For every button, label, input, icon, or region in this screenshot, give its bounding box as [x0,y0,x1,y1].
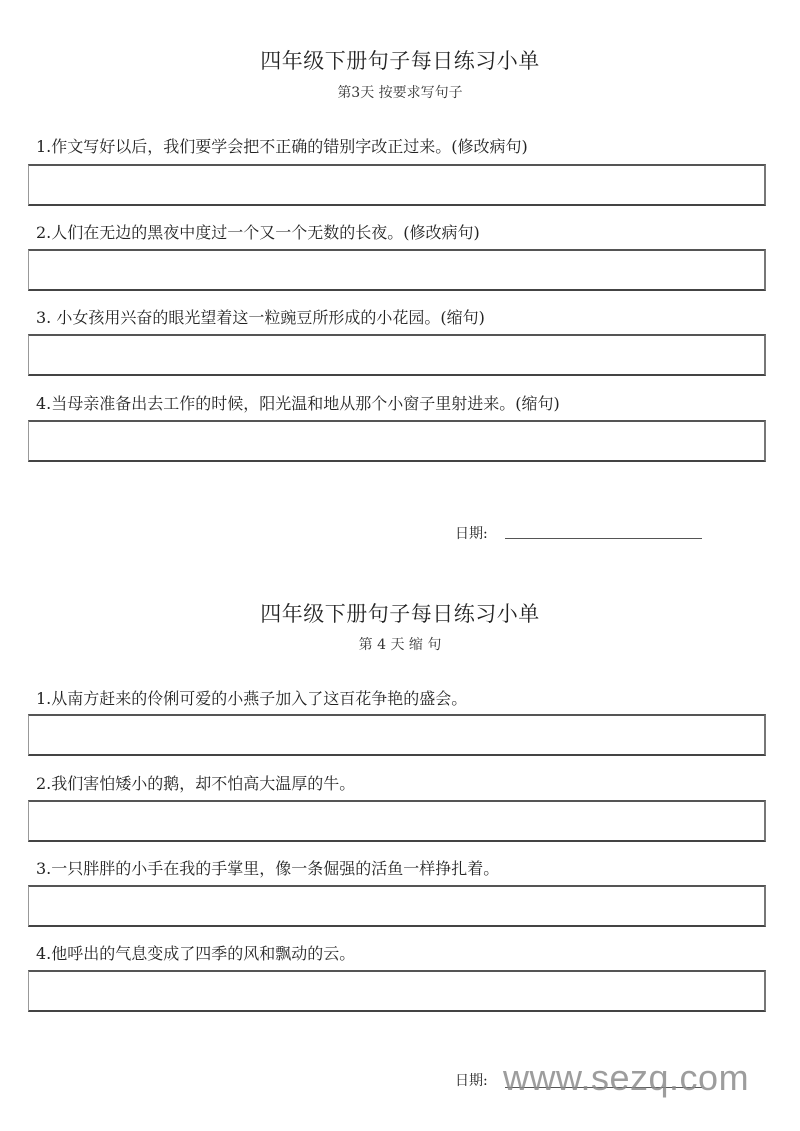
date-field[interactable] [505,538,702,539]
answer-box-4[interactable] [28,970,766,1012]
date-label: 日期: [455,1073,488,1089]
question-3: 3.一只胖胖的小手在我的手掌里，像一条倔强的活鱼一样挣扎着。 [36,859,500,878]
answer-box-2[interactable] [28,249,766,291]
question-3: 3. 小女孩用兴奋的眼光望着这一粒豌豆所形成的小花园。(缩句) [36,308,485,327]
worksheet-title: 四年级下册句子每日练习小单 [260,602,540,626]
answer-box-1[interactable] [28,164,766,206]
date-label: 日期: [455,526,488,542]
question-2: 2.我们害怕矮小的鹅，却不怕高大温厚的牛。 [36,774,356,793]
watermark: www.sezq.com [503,1057,750,1098]
worksheet-title: 四年级下册句子每日练习小单 [260,49,540,73]
worksheet-subtitle: 第 4 天 缩 句 [358,637,442,653]
answer-box-3[interactable] [28,885,766,927]
question-2: 2.人们在无边的黑夜中度过一个又一个无数的长夜。(修改病句) [36,223,480,242]
answer-box-3[interactable] [28,334,766,376]
question-4: 4.当母亲准备出去工作的时候，阳光温和地从那个小窗子里射进来。(缩句) [36,394,560,413]
answer-box-2[interactable] [28,800,766,842]
answer-box-4[interactable] [28,420,766,462]
question-1: 1.从南方赶来的伶俐可爱的小燕子加入了这百花争艳的盛会。 [36,689,468,708]
question-1: 1.作文写好以后，我们要学会把不正确的错别字改正过来。(修改病句) [36,137,528,156]
question-4: 4.他呼出的气息变成了四季的风和飘动的云。 [36,944,356,963]
answer-box-1[interactable] [28,714,766,756]
worksheet-subtitle: 第3天 按要求写句子 [337,85,463,101]
